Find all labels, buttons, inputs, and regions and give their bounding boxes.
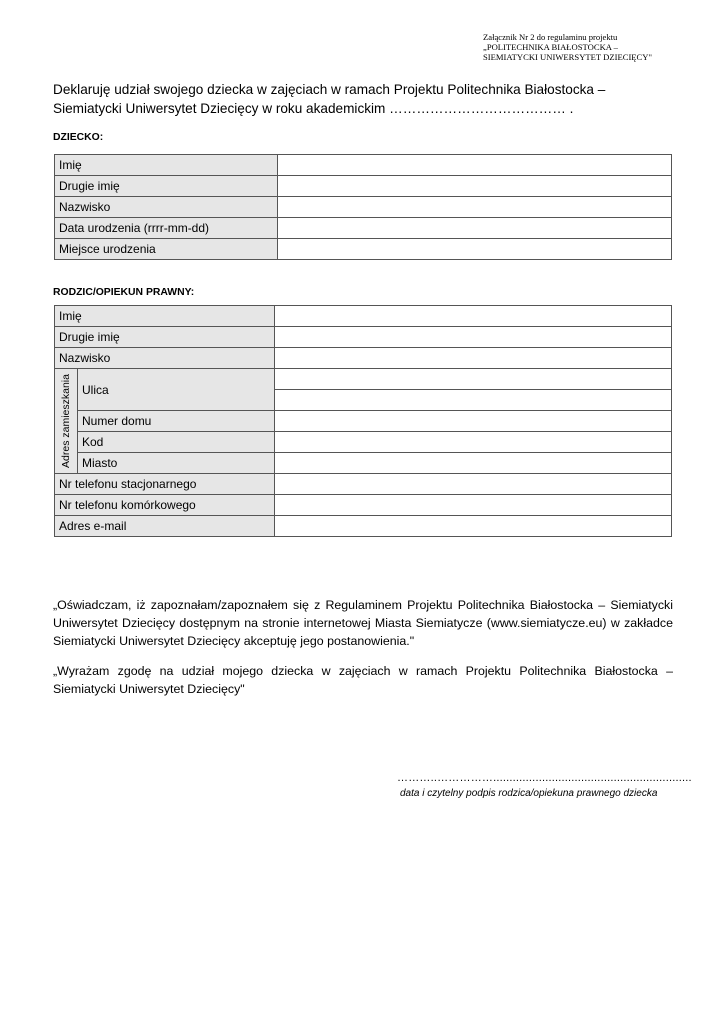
email-label: Adres e-mail: [55, 516, 275, 537]
child-section-title: DZIECKO:: [53, 132, 104, 143]
parent-table: [54, 305, 672, 537]
declaration-intro: Deklaruję udział swojego dziecka w zajęciach w ramach Projektu Politechnika Białostocka – Siemiatycki Uniwersytet Dziecięcy w roku akademickim ………………………………… .: [53, 82, 606, 116]
table-row: [55, 197, 672, 218]
street-field-line-2[interactable]: [275, 390, 672, 411]
child-table: [54, 154, 672, 260]
city-field[interactable]: [275, 453, 672, 474]
mobile-label: Nr telefonu komórkowego: [55, 495, 275, 516]
child-second-name-label: Drugie imię: [55, 176, 278, 197]
regulations-statement: „Oświadczam, iż zapoznałam/zapoznałem się z Regulaminem Projektu Politechnika Białostocka – Siemiatycki Uniwersytet Dziecięcy dostępnym na stronie internetowej Miasta Siemiatycze (www.siemiatycze.eu) w zakładce Siemiatycki Uniwersytet Dziecięcy akceptuję jego postanowienia.": [53, 598, 673, 648]
child-birth-date-field[interactable]: [278, 218, 672, 239]
attachment-note-line-2: „POLITECHNIKA BIAŁOSTOCKA –: [483, 42, 618, 52]
table-row: [55, 218, 672, 239]
table-row: [55, 432, 672, 453]
mobile-field[interactable]: [275, 495, 672, 516]
table-row: [55, 327, 672, 348]
house-number-label: Numer domu: [78, 411, 275, 432]
child-first-name-field[interactable]: [278, 155, 672, 176]
table-row: [55, 411, 672, 432]
table-row: [55, 474, 672, 495]
parent-section-title: RODZIC/OPIEKUN PRAWNY:: [53, 287, 195, 298]
signature-caption: data i czytelny podpis rodzica/opiekuna prawnego dziecka: [400, 788, 658, 799]
consent-statement: „Wyrażam zgodę na udział mojego dziecka w zajęciach w ramach Projektu Politechnika Białostocka – Siemiatycki Uniwersytet Dziecięcy": [53, 664, 673, 696]
parent-surname-label: Nazwisko: [55, 348, 275, 369]
parent-first-name-label: Imię: [55, 306, 275, 327]
address-group-label: [55, 369, 78, 474]
postal-code-label: Kod: [78, 432, 275, 453]
landline-field[interactable]: [275, 474, 672, 495]
table-row: [55, 516, 672, 537]
street-field-line-1[interactable]: [275, 369, 672, 390]
parent-first-name-field[interactable]: [275, 306, 672, 327]
attachment-note-line-1: Załącznik Nr 2 do regulaminu projektu: [483, 32, 618, 42]
attachment-note-line-3: SIEMIATYCKI UNIWERSYTET DZIECIĘCY": [483, 52, 652, 62]
parent-second-name-field[interactable]: [275, 327, 672, 348]
email-field[interactable]: [275, 516, 672, 537]
table-row: [55, 348, 672, 369]
table-row: [55, 306, 672, 327]
child-first-name-label: Imię: [55, 155, 278, 176]
table-row: [55, 369, 672, 390]
signature-line[interactable]: ………..…………….............................................................: [397, 772, 692, 784]
table-row: [55, 453, 672, 474]
parent-surname-field[interactable]: [275, 348, 672, 369]
parent-second-name-label: Drugie imię: [55, 327, 275, 348]
child-birth-place-label: Miejsce urodzenia: [55, 239, 278, 260]
table-row: [55, 176, 672, 197]
landline-label: Nr telefonu stacjonarnego: [55, 474, 275, 495]
table-row: [55, 155, 672, 176]
city-label: Miasto: [78, 453, 275, 474]
child-birth-date-label: Data urodzenia (rrrr-mm-dd): [55, 218, 278, 239]
child-second-name-field[interactable]: [278, 176, 672, 197]
address-group-text: Adres zamieszkania: [60, 374, 72, 468]
child-surname-field[interactable]: [278, 197, 672, 218]
house-number-field[interactable]: [275, 411, 672, 432]
table-row: [55, 495, 672, 516]
postal-code-field[interactable]: [275, 432, 672, 453]
table-row: [55, 239, 672, 260]
attachment-note: [483, 32, 713, 62]
child-surname-label: Nazwisko: [55, 197, 278, 218]
street-label: Ulica: [78, 369, 275, 411]
child-birth-place-field[interactable]: [278, 239, 672, 260]
